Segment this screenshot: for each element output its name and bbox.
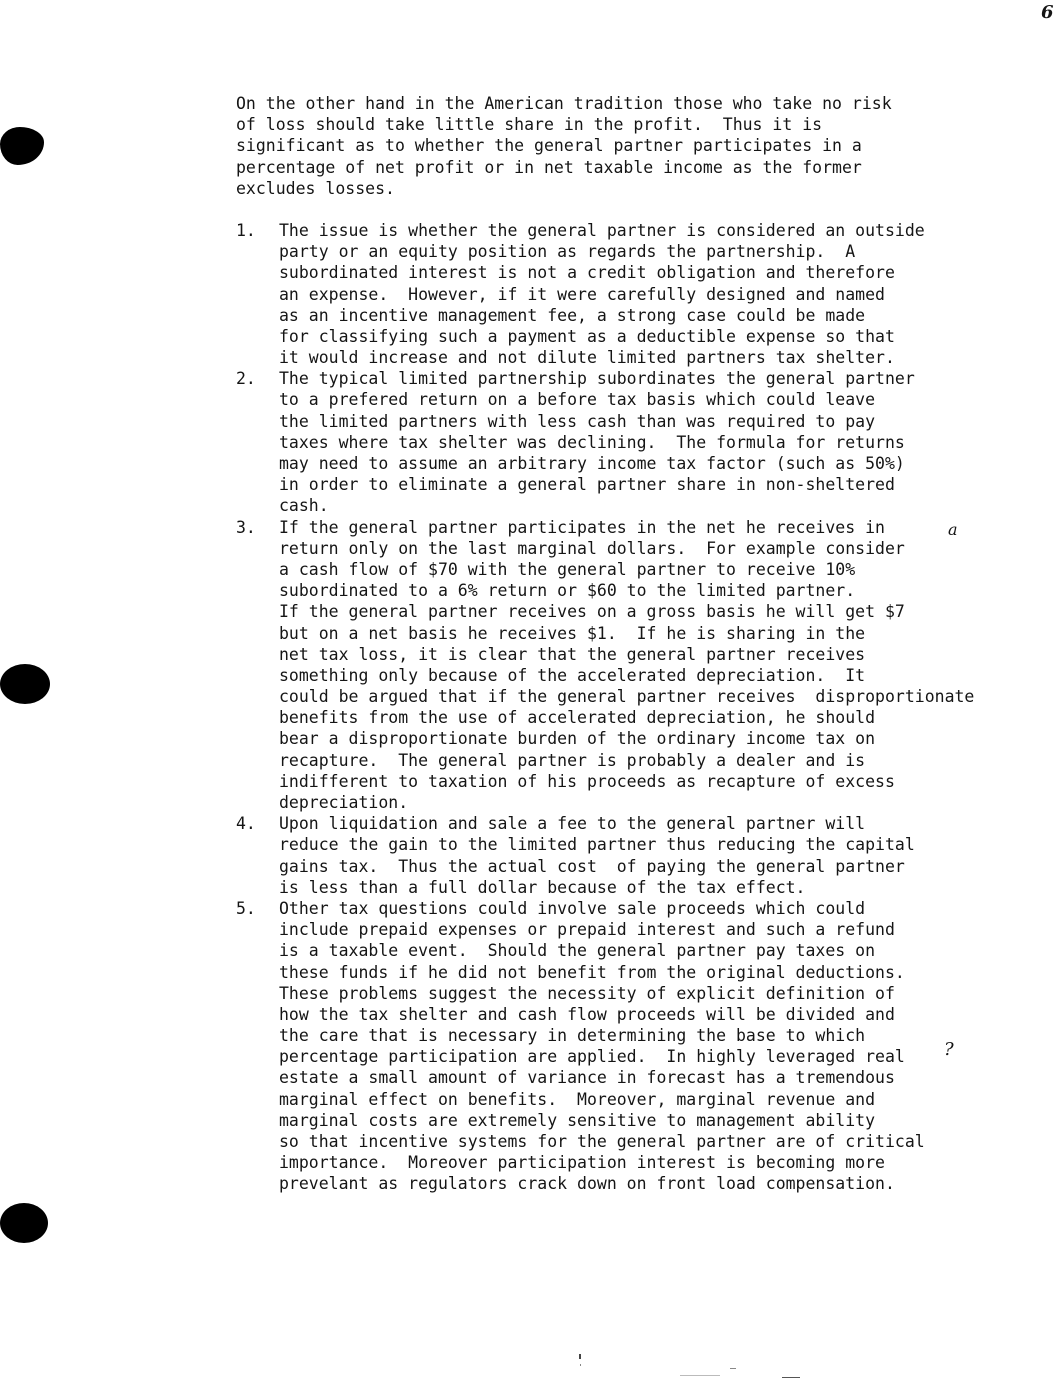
text-line: marginal effect on benefits. Moreover, marginal revenue and <box>279 1089 876 1109</box>
text-line: If the general partner receives on a gross basis he will get $7 <box>279 602 905 622</box>
text-line: subordinated to a 6% return or $60 to the limited partner. <box>279 581 856 601</box>
text-line: recapture. The general partner is probably a dealer and is <box>279 750 866 770</box>
handwritten-question-mark: ? <box>944 1039 954 1060</box>
text-line: in order to eliminate a general partner share in non-sheltered <box>279 475 895 495</box>
text-line: The typical limited partnership subordinates the general partner <box>279 369 915 389</box>
text-line: If the general partner participates in the net he receives in <box>279 517 885 537</box>
handwritten-insert: a <box>948 520 958 539</box>
text-line: to a prefered return on a before tax basis which could leave <box>279 390 876 410</box>
text-line: gains tax. Thus the actual cost of paying the general partner <box>279 856 905 876</box>
list-item-2 <box>236 368 1048 516</box>
text-line: significant as to whether the general partner participates in a <box>236 136 862 156</box>
text-line: but on a net basis he receives $1. If he is sharing in the <box>279 623 866 643</box>
text-line: an expense. However, if it were carefully designed and named <box>279 284 885 304</box>
text-line: return only on the last marginal dollars. For example consider <box>279 538 905 558</box>
text-line: These problems suggest the necessity of explicit definition of <box>279 983 895 1003</box>
text-line: prevelant as regulators crack down on front load compensation. <box>279 1174 895 1194</box>
item-number: 4. <box>236 814 256 834</box>
text-line: for classifying such a payment as a deductible expense so that <box>279 326 895 346</box>
text-line: so that incentive systems for the general partner are of critical <box>279 1132 925 1151</box>
text-line: may need to assume an arbitrary income tax factor (such as 50%) <box>279 454 905 473</box>
text-line: Upon liquidation and sale a fee to the general partner will <box>279 814 866 834</box>
item-number: 1. <box>236 220 256 240</box>
text-line: importance. Moreover participation interest is becoming more <box>279 1153 885 1173</box>
text-line: these funds if he did not benefit from the original deductions. <box>279 962 905 982</box>
text-line: marginal costs are extremely sensitive to management ability <box>279 1110 876 1130</box>
text-line: indifferent to taxation of his proceeds as recapture of excess <box>279 771 895 791</box>
list-item-5 <box>236 898 1048 1195</box>
list-item-4 <box>236 813 1048 898</box>
text-line: is less than a full dollar because of the tax effect. <box>279 877 806 897</box>
punch-hole-bottom <box>0 1203 48 1243</box>
text-line: include prepaid expenses or prepaid interest and such a refund <box>279 920 895 940</box>
text-line: how the tax shelter and cash flow proceeds will be divided and <box>279 1004 895 1024</box>
text-line: estate a small amount of variance in forecast has a tremendous <box>279 1068 895 1088</box>
text-line: could be argued that if the general partner receives disproportionate <box>279 687 975 707</box>
scan-specks <box>560 1350 800 1380</box>
text-line: as an incentive management fee, a strong case could be made <box>279 305 866 325</box>
item-number: 2. <box>236 369 256 389</box>
text-line: of loss should take little share in the profit. Thus it is <box>236 115 823 135</box>
item-number: 3. <box>236 517 256 537</box>
text-line: On the other hand in the American tradition those who take no risk <box>236 94 892 113</box>
text-line: net tax loss, it is clear that the general partner receives <box>279 644 866 664</box>
document-body <box>236 93 1048 1195</box>
intro-paragraph <box>236 93 1048 199</box>
page-number: 6 <box>1041 2 1054 23</box>
text-line: party or an equity position as regards the partnership. A <box>279 242 856 262</box>
text-line: the limited partners with less cash than was required to pay <box>279 411 876 431</box>
list-item-1 <box>236 220 1048 368</box>
text-line: percentage participation are applied. In highly leveraged real <box>279 1047 905 1067</box>
punch-hole-middle <box>0 664 50 704</box>
text-line: reduce the gain to the limited partner thus reducing the capital <box>279 835 915 855</box>
text-line: percentage of net profit or in net taxable income as the former <box>236 157 862 177</box>
text-line: depreciation. <box>279 793 409 812</box>
text-line: subordinated interest is not a credit obligation and therefore <box>279 263 895 283</box>
text-line: bear a disproportionate burden of the ordinary income tax on <box>279 729 876 749</box>
text-line: Other tax questions could involve sale proceeds which could <box>279 898 866 918</box>
text-line: a cash flow of $70 with the general partner to receive 10% <box>279 559 856 579</box>
text-line: cash. <box>279 496 329 516</box>
text-line: benefits from the use of accelerated depreciation, he should <box>279 708 876 728</box>
text-line: something only because of the accelerated depreciation. It <box>279 665 866 685</box>
text-line: taxes where tax shelter was declining. The formula for returns <box>279 432 905 452</box>
text-line: The issue is whether the general partner is considered an outside <box>279 220 925 240</box>
text-line: the care that is necessary in determining the base to which <box>279 1026 866 1046</box>
list-item-3 <box>236 517 1048 814</box>
text-line: it would increase and not dilute limited partners tax shelter. <box>279 348 895 368</box>
punch-hole-top <box>0 127 44 165</box>
item-number: 5. <box>236 898 256 918</box>
text-line: is a taxable event. Should the general partner pay taxes on <box>279 941 876 961</box>
text-line: excludes losses. <box>236 178 395 198</box>
